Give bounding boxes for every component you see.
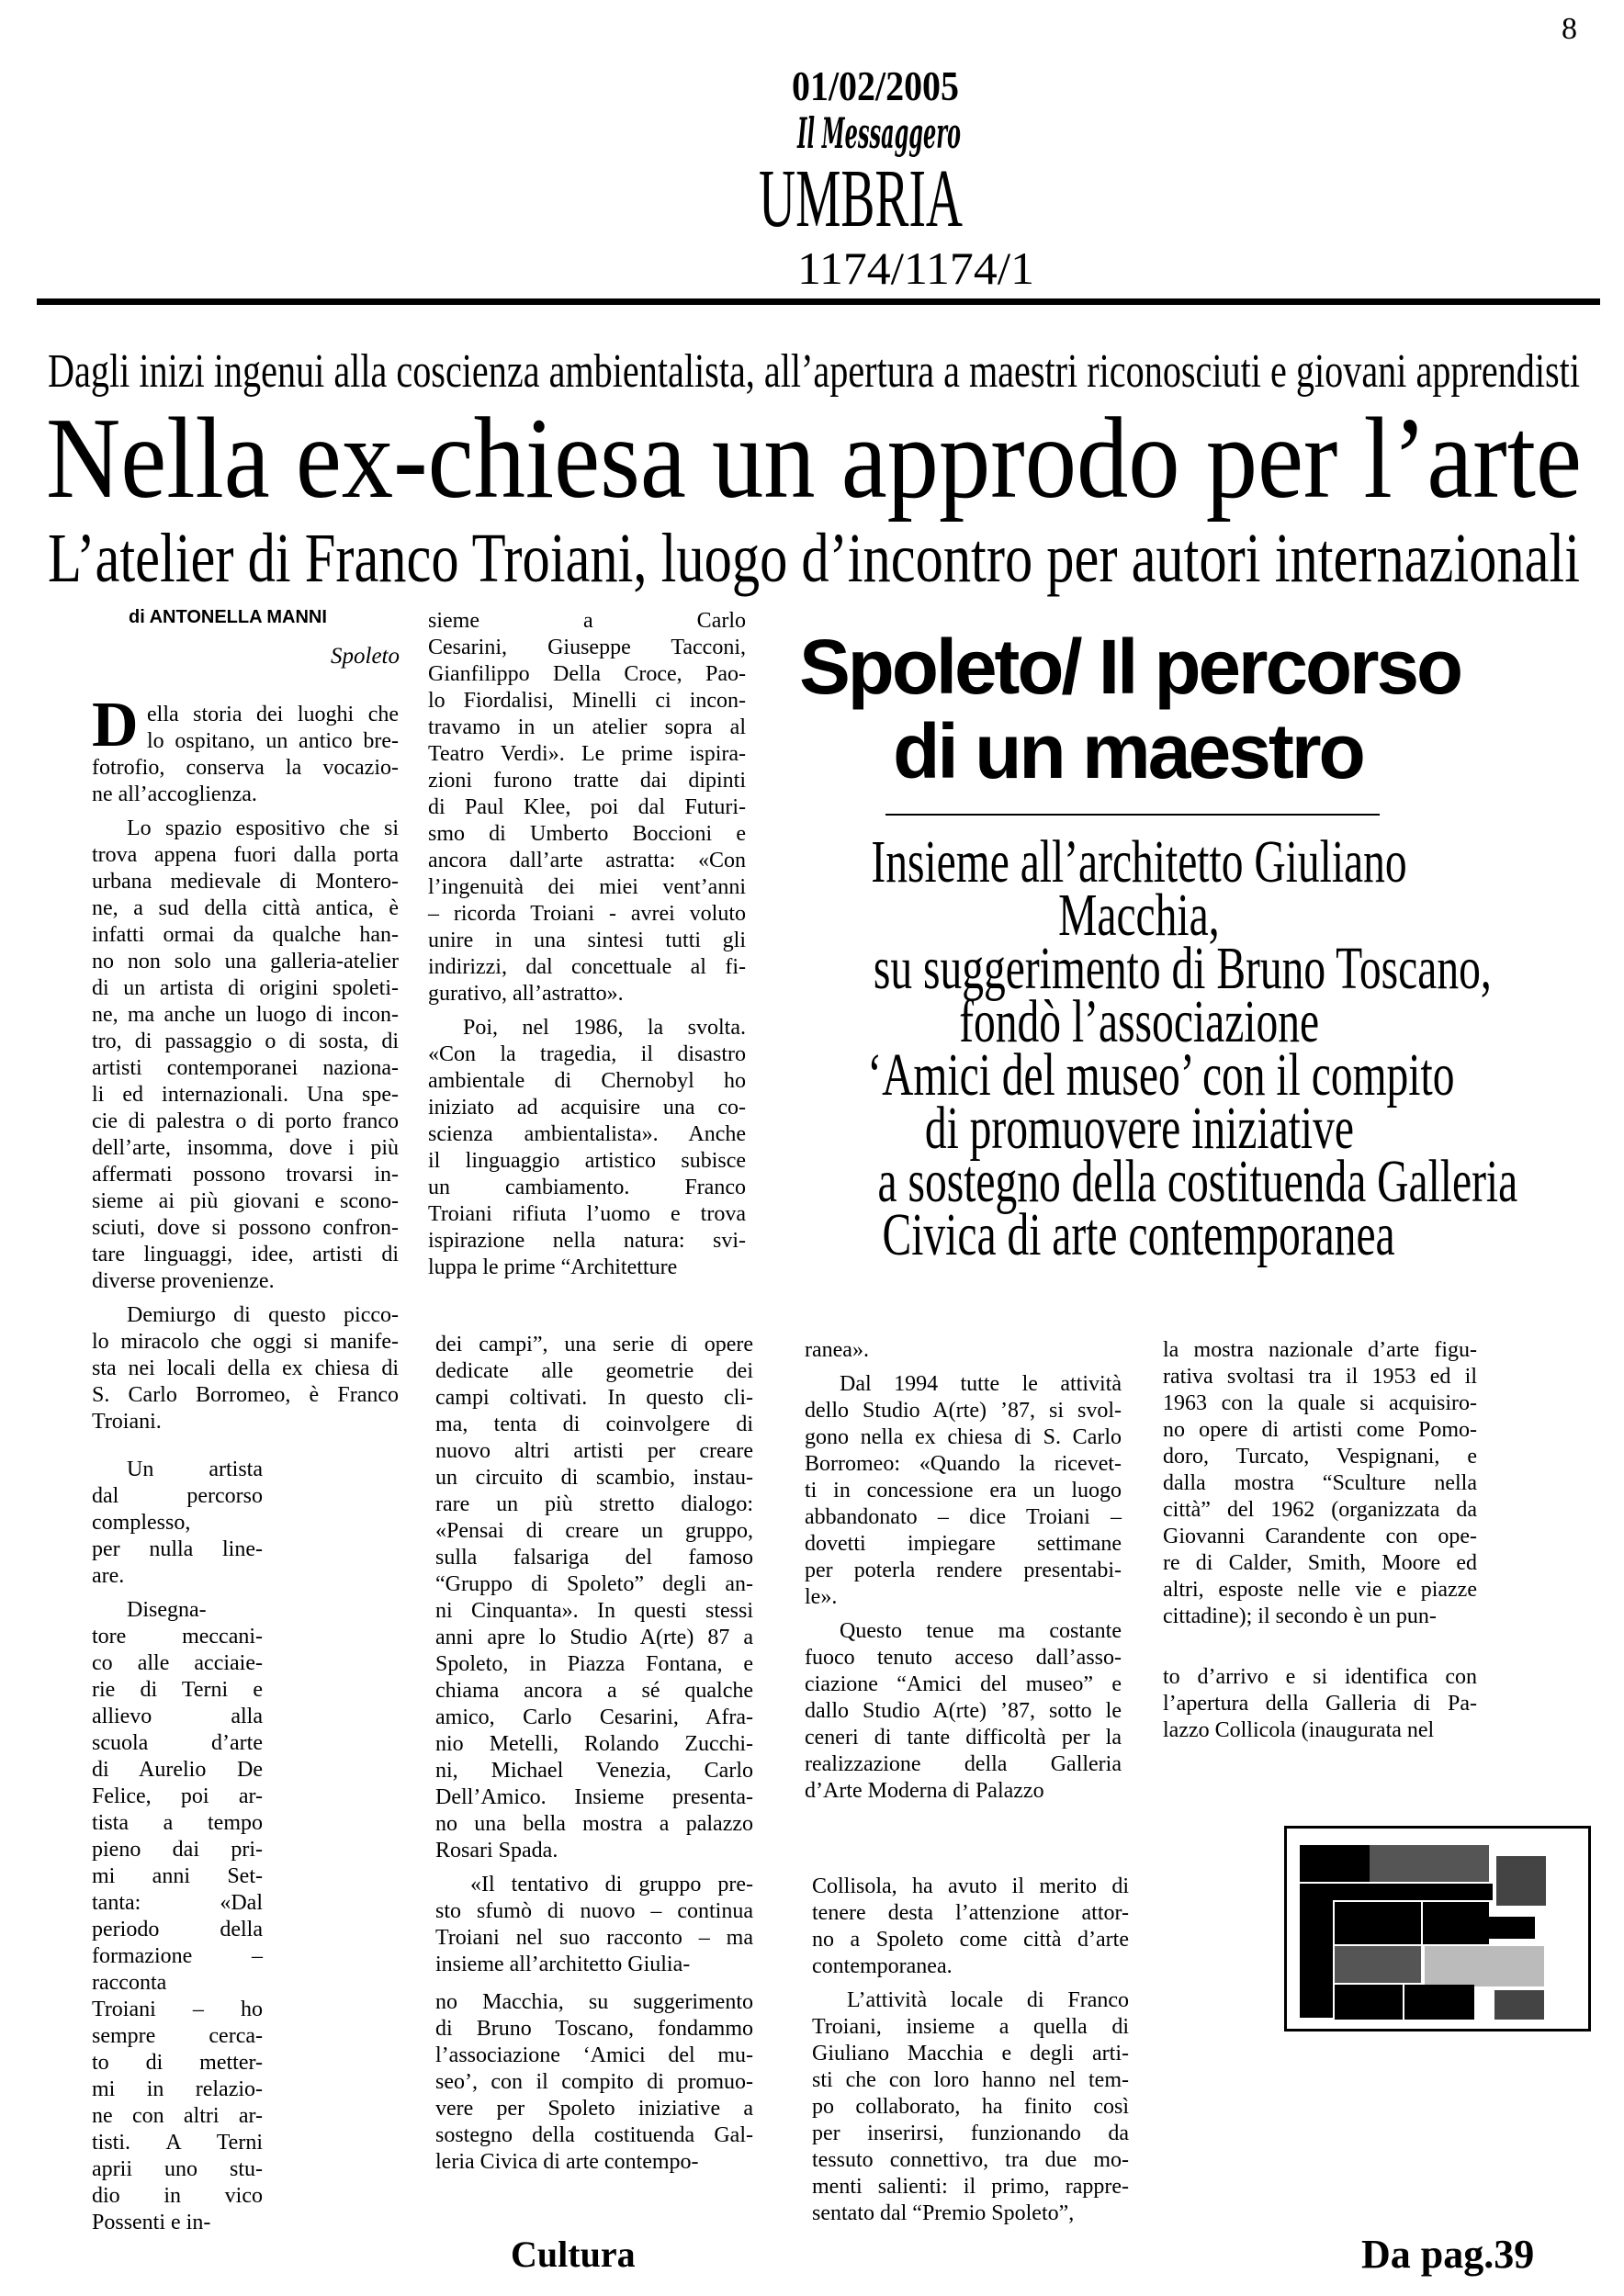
- headline-text: di un maestro: [893, 708, 1363, 794]
- paragraph: [428, 1015, 746, 1281]
- text-line: aprii uno stu-: [92, 2157, 263, 2181]
- text-line: to d’arrivo e si identifica con: [1163, 1665, 1477, 1689]
- text-line: gono nella ex chiesa di S. Carlo: [805, 1425, 1122, 1449]
- paragraph: [92, 1597, 263, 2236]
- text-line: artisti contemporanei naziona-: [92, 1056, 399, 1080]
- thumb-block: [1300, 1900, 1333, 2018]
- thumb-block: [1335, 1902, 1421, 1944]
- text-line: cittadine); il secondo è un pun-: [1163, 1604, 1437, 1628]
- text-line: Gianfilippo Della Croce, Pao-: [428, 662, 746, 686]
- text-line: doro, Turcato, Vespignani, e: [1163, 1445, 1477, 1469]
- text-line: per nulla line-: [92, 1537, 263, 1561]
- thumb-photo: [1494, 1990, 1544, 2020]
- text-line: dalla mostra “Sculture nella: [1163, 1471, 1477, 1495]
- paragraph: [812, 1987, 1129, 2227]
- thumb-photo: [1496, 1856, 1546, 1906]
- text-line: Spoleto, in Piazza Fontana, e: [435, 1652, 753, 1676]
- text-line: sti che con loro hanno nel tem-: [812, 2068, 1129, 2092]
- text-line: l’ingenuità dei miei vent’anni: [428, 875, 746, 899]
- text-line: lo ospitano, un antico bre-: [147, 729, 399, 753]
- text-line: di Aurelio De: [92, 1758, 263, 1782]
- text-line: per poterla rendere presentabi-: [805, 1559, 1122, 1582]
- text-line: ancora dall’arte astratta: «Con: [428, 849, 746, 872]
- text-line: Dell’Amico. Insieme presenta-: [435, 1785, 753, 1809]
- deck-text: ‘Amici del museo’ con il compito: [867, 1041, 1455, 1109]
- text-line: co alle acciaie-: [92, 1651, 263, 1675]
- text-line: S. Carlo Borromeo, è Franco: [92, 1383, 399, 1407]
- text-line: dal percorso: [92, 1484, 263, 1508]
- text-line: campi coltivati. In questo cli-: [435, 1386, 753, 1410]
- text-line: d’Arte Moderna di Palazzo: [805, 1779, 1044, 1803]
- text-line: Possenti e in-: [92, 2211, 211, 2234]
- text-line: Teatro Verdi». Le prime ispira-: [428, 742, 746, 766]
- text-line: Cesarini, Giuseppe Tacconi,: [428, 636, 746, 659]
- article-title: [46, 395, 1582, 523]
- deck-text: Insieme all’architetto Giuliano: [871, 828, 1407, 895]
- text-line: Collisola, ha avuto il merito di: [812, 1874, 1129, 1898]
- paragraph: [1163, 1337, 1477, 1630]
- deck-text: Civica di arte contemporanea: [882, 1201, 1396, 1268]
- text-line: dallo Studio A(rte) ’87, sotto le: [805, 1699, 1122, 1723]
- article-column-4-continued: [1163, 1664, 1477, 1751]
- paragraph: [1163, 1664, 1477, 1744]
- text-line: il linguaggio artistico subisce: [428, 1149, 746, 1173]
- text-line: fotrofio, conserva la vocazio-: [92, 756, 399, 780]
- text-line: Felice, poi ar-: [92, 1784, 263, 1808]
- text-line: po collaborato, ha finito così: [812, 2095, 1129, 2119]
- text-line: contemporanea.: [812, 1954, 953, 1978]
- text-line: Troiani – ho: [92, 1998, 263, 2021]
- article-subtitle: [48, 522, 1580, 595]
- text-line: dell’arte, insomma, dove i più: [92, 1136, 399, 1160]
- text-line: tanta: «Dal: [92, 1891, 263, 1915]
- page-thumbnail-image: [1284, 1826, 1591, 2032]
- thumb-block: [1300, 1884, 1493, 1900]
- text-line: abbandonato – dice Troiani –: [805, 1505, 1122, 1529]
- text-line: menti salienti: il primo, rappre-: [812, 2175, 1129, 2199]
- paragraph: [805, 1618, 1122, 1805]
- text-line: li ed internazionali. Una spe-: [92, 1083, 399, 1107]
- text-line: pieno dai pri-: [92, 1838, 263, 1862]
- text-line: Troiani nel suo racconto – ma: [435, 1926, 753, 1950]
- text-line: no opere di artisti come Pomo-: [1163, 1418, 1477, 1442]
- drop-cap: D: [92, 690, 139, 760]
- text-line: trova appena fuori dalla porta: [92, 843, 399, 867]
- sidebar-headline-line-1: [797, 625, 1459, 709]
- text-line: indirizzi, dal concettuale al fi-: [428, 955, 746, 979]
- paragraph: [92, 1302, 399, 1435]
- kicker-text: Dagli inizi ingenui alla coscienza ambientalista, all’apertura a maestri riconosciuti e giovani apprendisti: [48, 345, 1580, 398]
- text-line: Borromeo: «Quando la ricevet-: [805, 1452, 1122, 1476]
- thumb-block: [1404, 1985, 1474, 2020]
- text-line: ella storia dei luoghi che: [147, 703, 399, 726]
- code-text: 1174/1174/1: [797, 242, 1034, 294]
- page-number: 8: [1562, 12, 1577, 46]
- text-line: insieme all’architetto Giulia-: [435, 1953, 691, 1976]
- text-line: seo’, con il compito di promuo-: [435, 2070, 753, 2094]
- text-line: Rosari Spada.: [435, 1839, 558, 1863]
- text-line: l’apertura della Galleria di Pa-: [1163, 1692, 1477, 1716]
- text-line: di Bruno Toscano, fondammo: [435, 2017, 753, 2041]
- text-line: periodo della: [92, 1918, 263, 1941]
- text-line: tore meccani-: [92, 1625, 263, 1649]
- text-line: diverse provenienze.: [92, 1269, 275, 1293]
- subtitle-text: L’atelier di Franco Troiani, luogo d’incontro per autori internazionali: [48, 520, 1580, 597]
- text-line: Lo spazio espositivo che si: [127, 816, 399, 840]
- dateline-place: Spoleto: [331, 644, 400, 669]
- text-line: rativa svoltasi tra il 1953 ed il: [1163, 1365, 1477, 1389]
- text-line: iniziato ad acquisire una co-: [428, 1096, 746, 1120]
- text-line: nio Metelli, Rolando Zucchi-: [435, 1732, 753, 1756]
- text-line: “Gruppo di Spoleto” degli an-: [435, 1572, 753, 1596]
- text-line: altri, esposte nelle vie e piazze: [1163, 1578, 1477, 1602]
- text-line: anni apre lo Studio A(rte) 87 a: [435, 1626, 753, 1649]
- text-line: scuola d’arte: [92, 1731, 263, 1755]
- thumb-photo: [1335, 1946, 1421, 1983]
- text-line: gurativo, all’astratto».: [428, 982, 624, 1006]
- text-line: are.: [92, 1564, 125, 1588]
- article-column-2-continued: [435, 1332, 753, 1986]
- paragraph: [805, 1337, 1122, 1364]
- deck-text: su suggerimento di Bruno Toscano,: [873, 935, 1492, 1002]
- text-line: ti in concessione era un luogo: [805, 1479, 1122, 1503]
- text-line: urbana medievale di Montero-: [92, 870, 399, 894]
- source-page-label: Da pag.39: [1361, 2232, 1535, 2277]
- paragraph: [92, 1457, 263, 1590]
- article-column-2: [428, 608, 746, 1289]
- text-line: vere per Spoleto iniziative a: [435, 2097, 753, 2121]
- paragraph: [805, 1371, 1122, 1611]
- text-line: Demiurgo di questo picco-: [127, 1303, 399, 1327]
- text-line: dio in vico: [92, 2184, 263, 2208]
- text-line: tista a tempo: [92, 1811, 263, 1835]
- text-line: complesso,: [92, 1511, 191, 1535]
- text-line: sciuti, dove si possono confron-: [92, 1216, 399, 1240]
- text-line: ambientale di Chernobyl ho: [428, 1069, 746, 1093]
- text-line: un cambiamento. Franco: [428, 1176, 746, 1199]
- text-line: Poi, nel 1986, la svolta.: [463, 1016, 746, 1040]
- text-line: – ricorda Troiani - avrei voluto: [428, 902, 746, 926]
- text-line: «Il tentativo di gruppo pre-: [470, 1873, 753, 1896]
- text-line: sempre cerca-: [92, 2024, 263, 2048]
- article-column-1-narrow: [92, 1457, 263, 2244]
- text-line: scienza ambientalista». Anche: [428, 1122, 746, 1146]
- text-line: ne, ma anche un luogo di incon-: [92, 1003, 399, 1027]
- text-line: dello Studio A(rte) ’87, si svol-: [805, 1399, 1122, 1423]
- thumb-photo: [1370, 1845, 1489, 1882]
- article-column-2-end: [435, 1989, 753, 2183]
- text-line: lo miracolo che oggi si manife-: [92, 1330, 399, 1354]
- article-column-3-continued: [812, 1874, 1129, 2234]
- text-line: sentato dal “Premio Spoleto”,: [812, 2201, 1075, 2225]
- article-column-3: [805, 1337, 1122, 1812]
- deck-text: Macchia,: [1058, 882, 1220, 949]
- text-line: tare linguaggi, idee, artisti di: [92, 1243, 399, 1266]
- text-line: unire in una sintesi tutti gli: [428, 929, 746, 952]
- text-line: rare un più stretto dialogo:: [435, 1492, 753, 1516]
- text-line: Dal 1994 tutte le attività: [840, 1372, 1122, 1396]
- text-line: sto sfumò di nuovo – continua: [435, 1899, 753, 1923]
- edition-text: UMBRIA: [759, 153, 963, 244]
- text-line: racconta: [92, 1971, 167, 1995]
- paragraph: [428, 608, 746, 1007]
- text-line: cie di palestra o di porto franco: [92, 1109, 399, 1133]
- text-line: ranea».: [805, 1338, 869, 1362]
- text-line: di Paul Klee, poi dal Futuri-: [428, 795, 746, 819]
- text-line: per inserirsi, funzionando da: [812, 2122, 1129, 2145]
- text-line: no non solo una galleria-atelier: [92, 950, 399, 974]
- text-line: rie di Terni e: [92, 1678, 263, 1702]
- text-line: allievo alla: [92, 1705, 263, 1728]
- deck-text: fondò l’associazione: [959, 988, 1319, 1055]
- text-line: re di Calder, Smith, Moore ed: [1163, 1551, 1477, 1575]
- sidebar-deck: [753, 828, 1525, 1268]
- text-line: ni, Michael Venezia, Carlo: [435, 1759, 753, 1783]
- thumb-block: [1489, 1917, 1535, 1939]
- paragraph: [435, 1872, 753, 1978]
- text-line: no una bella mostra a palazzo: [435, 1812, 753, 1836]
- deck-line: [753, 1201, 1525, 1268]
- text-line: no Macchia, su suggerimento: [435, 1990, 753, 2014]
- text-line: zioni furono tratte dai dipinti: [428, 769, 746, 793]
- text-line: sieme ai più giovani e scono-: [92, 1189, 399, 1213]
- text-line: realizzazione della Galleria: [805, 1752, 1122, 1776]
- thumb-block: [1423, 1902, 1489, 1944]
- text-line: ni Cinquanta». In questi stessi: [435, 1599, 753, 1623]
- text-line: sieme a Carlo: [428, 609, 746, 633]
- text-line: ma, tenta di coinvolgere di: [435, 1412, 753, 1436]
- text-line: Un artista: [127, 1458, 263, 1481]
- text-line: sta nei locali della ex chiesa di: [92, 1356, 399, 1380]
- text-line: lo Fiordalisi, Minelli ci incon-: [428, 689, 746, 713]
- deck-text: a sostegno della costituenda Galleria: [877, 1148, 1518, 1215]
- text-line: «Con la tragedia, il disastro: [428, 1042, 746, 1066]
- text-line: «Pensai di creare un gruppo,: [435, 1519, 753, 1543]
- article-kicker: [48, 347, 1580, 397]
- sidebar-headline-line-2: [797, 709, 1459, 793]
- text-line: ciazione “Amici del museo” e: [805, 1672, 1122, 1696]
- text-line: Giovanni Carandente con ope-: [1163, 1525, 1477, 1548]
- text-line: ne, a sud della città antica, è: [92, 896, 399, 920]
- clipping-code: [797, 244, 1034, 292]
- text-line: 1963 con la quale si acquisiro-: [1163, 1391, 1477, 1415]
- text-line: un circuito di scambio, instau-: [435, 1466, 753, 1490]
- text-line: mi anni Set-: [92, 1864, 263, 1888]
- text-line: luppa le prime “Architetture: [428, 1255, 678, 1279]
- thumb-block: [1335, 1985, 1403, 2020]
- text-line: Troiani rifiuta l’uomo e trova: [428, 1202, 746, 1226]
- paragraph: [435, 1332, 753, 1864]
- paragraph: [92, 816, 399, 1295]
- text-line: to di metter-: [92, 2051, 263, 2075]
- text-line: tro, di passaggio o di sosta, di: [92, 1030, 399, 1053]
- text-line: tenere desta l’attenzione attor-: [812, 1901, 1129, 1925]
- text-line: Questo tenue ma costante: [840, 1619, 1122, 1643]
- text-line: travamo in un atelier sopra al: [428, 715, 746, 739]
- text-line: mi in relazio-: [92, 2077, 263, 2101]
- text-line: Troiani, insieme a quella di: [812, 2015, 1129, 2039]
- sidebar-rule: [885, 814, 1380, 816]
- text-line: affermati possono trovarsi in-: [92, 1163, 399, 1187]
- text-line: dovetti impiegare settimane: [805, 1532, 1122, 1556]
- date-text: 01/02/2005: [792, 62, 959, 109]
- masthead-text: Il Messaggero: [797, 108, 961, 158]
- text-line: smo di Umberto Boccioni e: [428, 822, 746, 846]
- text-line: L’attività locale di Franco: [847, 1988, 1129, 2012]
- title-text: Nella ex-chiesa un approdo per l’arte: [46, 395, 1582, 523]
- headline-text: Spoleto/ Il percorso: [799, 624, 1461, 710]
- text-line: città” del 1962 (organizzata da: [1163, 1498, 1477, 1522]
- text-line: dedicate alle geometrie dei: [435, 1359, 753, 1383]
- thumb-block: [1300, 1845, 1370, 1882]
- text-line: l’associazione ‘Amici del mu-: [435, 2043, 753, 2067]
- article-column-4: [1163, 1337, 1477, 1638]
- text-line: infatti ormai da qualche han-: [92, 923, 399, 947]
- newspaper-masthead: [797, 110, 961, 156]
- section-label: Cultura: [511, 2234, 636, 2275]
- byline: di ANTONELLA MANNI: [129, 607, 327, 627]
- text-line: tessuto connettivo, tra due mo-: [812, 2148, 1129, 2172]
- text-line: sulla falsariga del famoso: [435, 1546, 753, 1570]
- text-line: di un artista di origini spoleti-: [92, 976, 399, 1000]
- text-line: ne con altri ar-: [92, 2104, 263, 2128]
- text-line: Disegna-: [127, 1598, 207, 1622]
- text-line: ne all’accoglienza.: [92, 782, 257, 806]
- text-line: nuovo altri artisti per creare: [435, 1439, 753, 1463]
- text-line: leria Civica di arte contempo-: [435, 2150, 699, 2174]
- article-column-1: [92, 702, 399, 1443]
- text-line: no a Spoleto come città d’arte: [812, 1928, 1129, 1952]
- thumb-text: [1425, 1946, 1544, 1986]
- sidebar-headline: [797, 625, 1459, 793]
- text-line: fuoco tenuto acceso dall’asso-: [805, 1646, 1122, 1670]
- text-line: dei campi”, una serie di opere: [435, 1333, 753, 1356]
- paragraph: [435, 1989, 753, 2176]
- text-line: Giuliano Macchia e degli arti-: [812, 2042, 1129, 2065]
- text-line: Troiani.: [92, 1410, 162, 1434]
- text-line: lazzo Collicola (inaugurata nel: [1163, 1718, 1435, 1742]
- text-line: la mostra nazionale d’arte figu-: [1163, 1338, 1477, 1362]
- text-line: le».: [805, 1585, 838, 1609]
- deck-text: di promuovere iniziative: [924, 1095, 1354, 1162]
- text-line: formazione –: [92, 1944, 263, 1968]
- text-line: sostegno della costituenda Gal-: [435, 2123, 753, 2147]
- text-line: ispirazione nella natura: svi-: [428, 1229, 746, 1253]
- text-line: tisti. A Terni: [92, 2131, 263, 2155]
- text-line: ceneri di tante difficoltà per la: [805, 1726, 1122, 1750]
- text-line: amico, Carlo Cesarini, Afra-: [435, 1705, 753, 1729]
- paragraph: [92, 702, 399, 808]
- header-rule: [37, 298, 1600, 305]
- publication-date: [792, 64, 959, 108]
- text-line: chiama ancora a sé qualche: [435, 1679, 753, 1703]
- paragraph: [812, 1874, 1129, 1980]
- edition-name: [759, 153, 963, 244]
